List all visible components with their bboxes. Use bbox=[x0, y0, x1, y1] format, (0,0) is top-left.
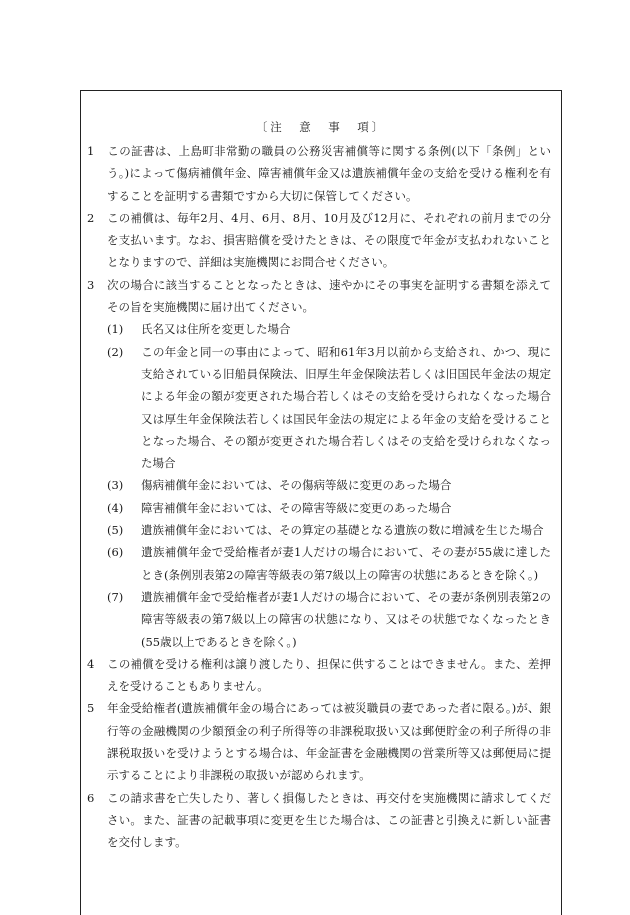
subitem-number: (1) bbox=[107, 322, 124, 337]
subitem-text: 障害補償年金においては、その障害等級に変更のあった場合 bbox=[141, 500, 452, 515]
notice-item-6 bbox=[87, 787, 551, 854]
notice-subitem-1 bbox=[87, 318, 551, 340]
subitem-text: 遺族補償年金で受給権者が妻1人だけの場合において、その妻が55歳に達したとき(条例別表第2の障害等級表の第7級以上の障害の状態にあるときを除く。) bbox=[141, 545, 551, 582]
notice-subitem-4 bbox=[87, 497, 551, 519]
subitem-number: (5) bbox=[107, 523, 124, 538]
subitem-number: (3) bbox=[107, 478, 124, 493]
notice-subitem-6 bbox=[87, 541, 551, 586]
subitem-number: (6) bbox=[107, 545, 124, 560]
item-text: この補償を受ける権利は譲り渡したり、担保に供することはできません。また、差押えを受けることもありません。 bbox=[107, 656, 551, 694]
item-number: 3 bbox=[87, 277, 95, 292]
item-text: この補償は、毎年2月、4月、6月、8月、10月及び12月に、それぞれの前月までの分を支払います。なお、損害賠償を受けたときは、その限度で年金が支払われないこととなりますので、詳細は実施機関にお問合せください。 bbox=[107, 210, 551, 270]
notice-subitem-7 bbox=[87, 586, 551, 653]
notice-item-1 bbox=[87, 140, 551, 207]
notice-item-4 bbox=[87, 653, 551, 698]
item-text: この証書は、上島町非常勤の職員の公務災害補償等に関する条例(以下「条例」という。)によって傷病補償年金、障害補償年金又は遺族補償年金の支給を受ける権利を有することを証明する書類ですから大切に保管してください。 bbox=[107, 144, 551, 203]
subitem-text: 遺族補償年金においては、その算定の基礎となる遺族の数に増減を生じた場合 bbox=[141, 523, 544, 538]
notice-subitem-3 bbox=[87, 474, 551, 496]
subitem-number: (7) bbox=[107, 589, 124, 604]
notice-subitem-2 bbox=[87, 341, 551, 475]
subitem-text: 傷病補償年金においては、その傷病等級に変更のあった場合 bbox=[141, 478, 452, 493]
item-text: 年金受給権者(遺族補償年金の場合にあっては被災職員の妻であった者に限る。)が、銀行等の金融機関の少額預金の利子所得等の非課税取扱い又は郵便貯金の利子所得の非課税取扱いを受けようとする場合は、年金証書を金融機関の営業所等又は郵便局に提示することにより非課税の取扱いが認められます。 bbox=[107, 701, 551, 783]
notice-subitem-5 bbox=[87, 519, 551, 541]
item-number: 6 bbox=[87, 790, 95, 805]
item-number: 5 bbox=[87, 701, 95, 716]
notice-item-5 bbox=[87, 697, 551, 786]
subitem-number: (2) bbox=[107, 344, 124, 359]
item-text: この請求書を亡失したり、著しく損傷したときは、再交付を実施機関に請求してください。また、証書の記載事項に変更を生じた場合は、この証書と引換えに新しい証書を交付します。 bbox=[107, 790, 551, 850]
notice-body bbox=[87, 140, 551, 854]
item-number: 1 bbox=[87, 144, 95, 158]
item-number: 2 bbox=[87, 210, 95, 225]
item-number: 4 bbox=[87, 656, 95, 671]
subitem-number: (4) bbox=[107, 500, 124, 515]
subitem-text: この年金と同一の事由によって、昭和61年3月以前から支給され、かつ、現に支給されている旧船員保険法、旧厚生年金保険法若しくは旧国民年金法の規定による年金の額が変更された場合若しくはその支給を受けられなくなった場合又は厚生年金保険法若しくは国民年金法の規定による年金の支給を受けることとなった場合、その額が変更された場合若しくはその支給を受けられなくなった場合 bbox=[141, 344, 551, 471]
notice-frame bbox=[80, 90, 562, 915]
subitem-text: 遺族補償年金で受給権者が妻1人だけの場合において、その妻が条例別表第2の障害等級表の第7級以上の障害の状態になり、又はその状態でなくなったとき(55歳以上であるときを除く。) bbox=[141, 589, 551, 649]
notice-item-3 bbox=[87, 274, 551, 319]
notice-title: 〔注 意 事 項〕 bbox=[255, 120, 387, 134]
subitem-text: 氏名又は住所を変更した場合 bbox=[141, 322, 291, 337]
notice-item-2 bbox=[87, 207, 551, 274]
item-text: 次の場合に該当することとなったときは、速やかにその事実を証明する書類を添えてその旨を実施機関に届け出てください。 bbox=[107, 277, 551, 315]
